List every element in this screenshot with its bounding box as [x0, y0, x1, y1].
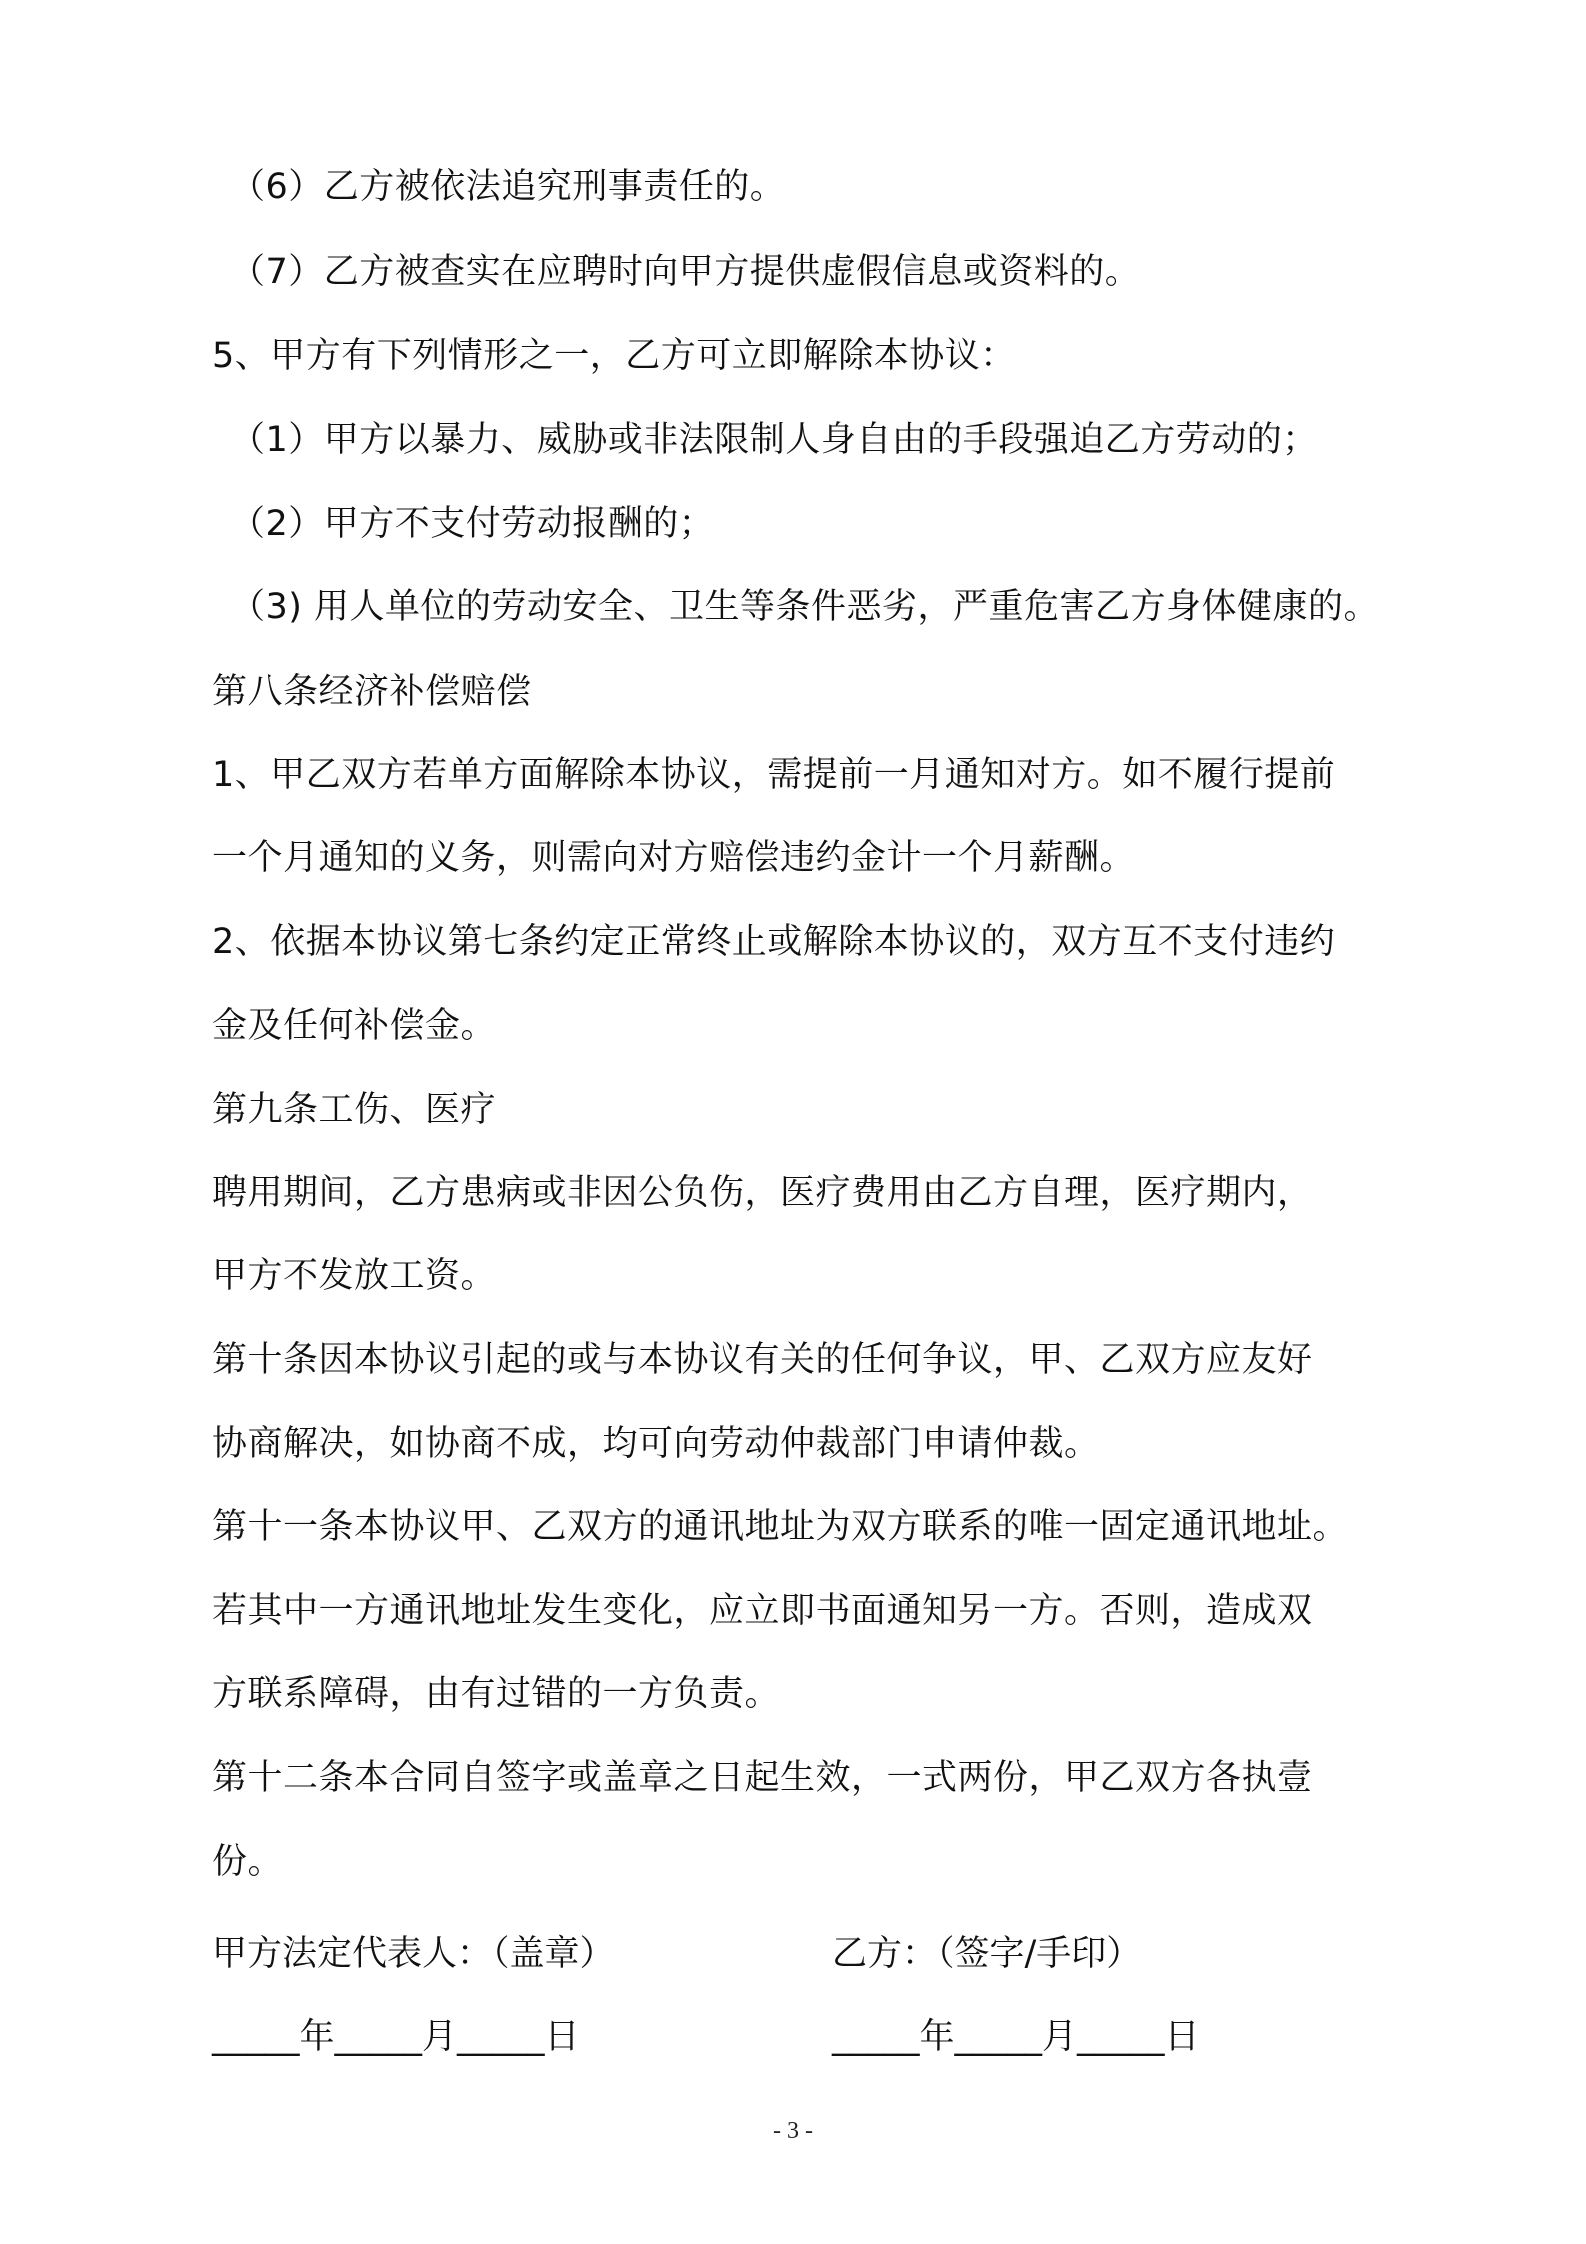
article-11-line-1: 第十一条本协议甲、乙双方的通讯地址为双方联系的唯一固定通讯地址。 — [212, 1507, 1349, 1547]
party-b-signature-label: 乙方：（签字/手印） — [832, 1934, 1142, 1974]
article-12-line-1: 第十二条本合同自签字或盖章之日起生效，一式两份，甲乙双方各执壹 — [212, 1758, 1313, 1798]
article-9-heading: 第九条工伤、医疗 — [212, 1090, 497, 1130]
article-8-para-1-line-2: 一个月通知的义务，则需向对方赔偿违约金计一个月薪酬。 — [212, 838, 1136, 878]
clause-5-item-1: （1）甲方以暴力、威胁或非法限制人身自由的手段强迫乙方劳动的； — [230, 420, 1318, 460]
clause-5-heading: 5、甲方有下列情形之一，乙方可立即解除本协议： — [212, 336, 1016, 376]
article-9-para-line-2: 甲方不发放工资。 — [212, 1256, 497, 1296]
article-8-heading: 第八条经济补偿赔偿 — [212, 672, 532, 712]
article-8-para-1-line-1: 1、甲乙双方若单方面解除本协议，需提前一月通知对方。如不履行提前 — [212, 755, 1336, 795]
page-number: - 3 - — [773, 2118, 813, 2144]
party-a-date-line: _____年_____月_____日 — [212, 2017, 580, 2057]
article-12-line-2: 份。 — [212, 1842, 284, 1882]
clause-item-6: （6）乙方被依法追究刑事责任的。 — [230, 167, 786, 207]
clause-5-item-2: （2）甲方不支付劳动报酬的； — [230, 504, 715, 544]
article-8-para-2-line-2: 金及任何补偿金。 — [212, 1006, 497, 1046]
article-10-line-1: 第十条因本协议引起的或与本协议有关的任何争议，甲、乙双方应友好 — [212, 1340, 1313, 1380]
article-11-line-2: 若其中一方通讯地址发生变化，应立即书面通知另一方。否则，造成双 — [212, 1591, 1313, 1631]
clause-5-item-3: （3) 用人单位的劳动安全、卫生等条件恶劣，严重危害乙方身体健康的。 — [230, 587, 1380, 627]
clause-item-7: （7）乙方被查实在应聘时向甲方提供虚假信息或资料的。 — [230, 252, 1141, 292]
article-9-para-line-1: 聘用期间，乙方患病或非因公负伤，医疗费用由乙方自理，医疗期内， — [212, 1173, 1313, 1213]
article-11-line-3: 方联系障碍，由有过错的一方负责。 — [212, 1674, 781, 1714]
party-b-date-line: _____年_____月_____日 — [832, 2017, 1200, 2057]
party-a-signature-label: 甲方法定代表人：（盖章） — [212, 1934, 615, 1974]
article-10-line-2: 协商解决，如协商不成，均可向劳动仲裁部门申请仲裁。 — [212, 1424, 1100, 1464]
article-8-para-2-line-1: 2、依据本协议第七条约定正常终止或解除本协议的，双方互不支付违约 — [212, 922, 1336, 962]
